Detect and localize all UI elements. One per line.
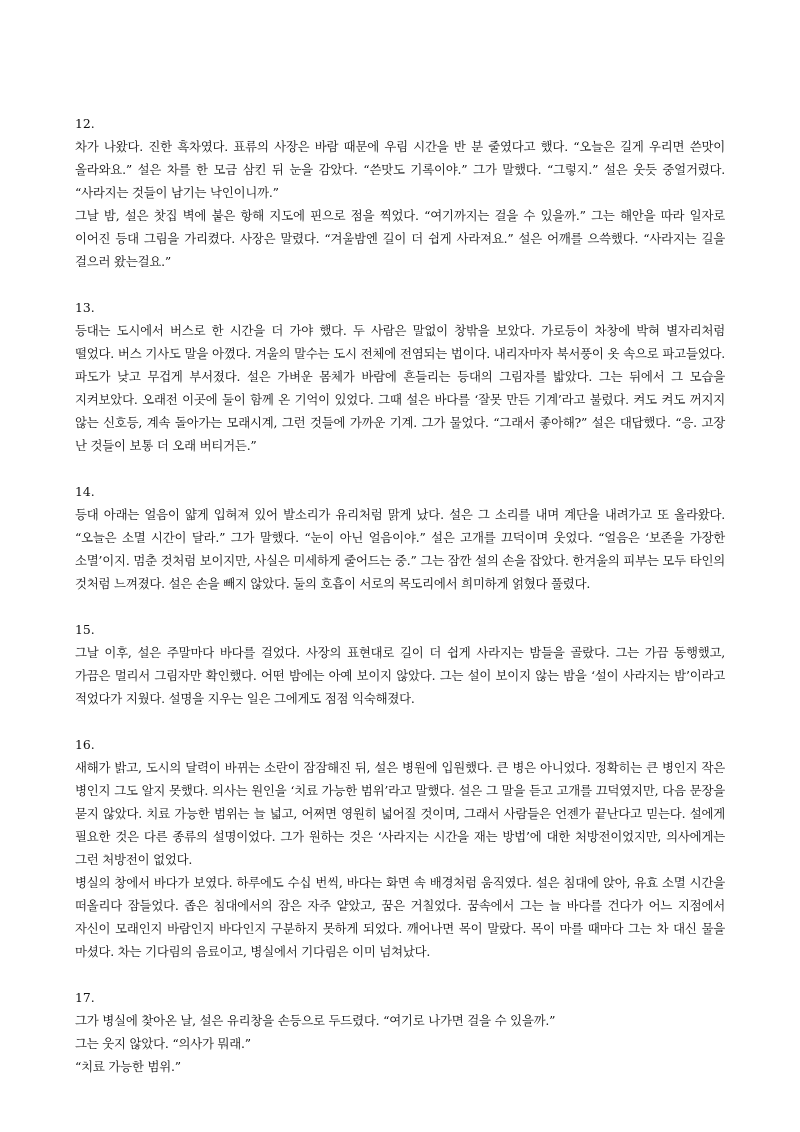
section-13: [75, 296, 725, 457]
paragraph: 그날 밤, 설은 찻집 벽에 붙은 항해 지도에 핀으로 점을 찍었다. “여기까지는 걸을 수 있을까.” 그는 해안을 따라 일자로 이어진 등대 그림을 가리켰다. 사장은 말렸다. “겨울밤엔 길이 더 쉽게 사라져요.” 설은 어깨를 으쓱했다. “사라지는 길을 걸으러 왔는걸요.”: [75, 208, 725, 269]
paragraph: “치료 가능한 범위.”: [75, 1059, 181, 1074]
section-number: 17.: [75, 990, 95, 1005]
paragraph: 병실의 창에서 바다가 보였다. 하루에도 수십 번씩, 바다는 화면 속 배경처럼 움직였다. 설은 침대에 앉아, 유효 소멸 시간을 떠올리다 잠들었다. 좁은 침대에서의 잠은 자주 얕았고, 꿈은 거칠었다. 꿈속에서 그는 늘 바다를 건다가 어느 지점에서 자신이 모래인지 바람인지 바다인지 구분하지 못하게 되었다. 깨어나면 목이 말랐다. 목이 마를 때마다 그는 차 대신 물을 마셨다. 차는 기다림의 음료이고, 병실에서 기다림은 이미 넘쳐났다.: [75, 875, 725, 959]
section-number: 14.: [75, 484, 95, 499]
section-number: 15.: [75, 622, 95, 637]
paragraph: 등대는 도시에서 버스로 한 시간을 더 가야 했다. 두 사람은 말없이 창밖을 보았다. 가로등이 차창에 박혀 별자리처럼 떨었다. 버스 기사도 말을 아꼈다. 겨울의 말수는 도시 전체에 전염되는 법이다. 내리자마자 북서풍이 옷 속으로 파고들었다. 파도가 낮고 무겁게 부서졌다. 설은 가벼운 몸체가 바람에 흔들리는 등대의 그림자를 밟았다. 그는 뒤에서 그 모습을 지켜보았다. 오래전 이곳에 둘이 함께 온 기억이 있었다. 그때 설은 바다를 ‘잘못 만든 기계’라고 불렀다. 켜도 켜도 꺼지지 않는 신호등, 계속 돌아가는 모래시계, 그런 것들에 가까운 기계. 그가 물었다. “그래서 좋아해?” 설은 대답했다. “응. 고장 난 것들이 보통 더 오래 버티거든.”: [75, 323, 725, 453]
paragraph: 그가 병실에 찾아온 날, 설은 유리창을 손등으로 두드렸다. “여기로 나가면 걸을 수 있을까.”: [75, 1013, 556, 1028]
section-number: 16.: [75, 737, 95, 752]
section-17: [75, 986, 725, 1078]
section-16: [75, 733, 725, 963]
section-12: [75, 112, 725, 273]
section-number: 13.: [75, 300, 95, 315]
paragraph: 차가 나왔다. 진한 흑차였다. 표류의 사장은 바람 때문에 우림 시간을 반 분 줄였다고 했다. “오늘은 길게 우리면 쓴맛이 올라와요.” 설은 차를 한 모금 삼킨 뒤 눈을 감았다. “쓴맛도 기록이야.” 그가 말했다. “그렇지.” 설은 웃듯 중얼거렸다. “사라지는 것들이 남기는 낙인이니까.”: [75, 139, 725, 200]
section-15: [75, 618, 725, 710]
section-14: [75, 480, 725, 595]
section-number: 12.: [75, 116, 95, 131]
document-page: [75, 112, 725, 1101]
paragraph: 등대 아래는 얼음이 얇게 입혀져 있어 발소리가 유리처럼 맑게 났다. 설은 그 소리를 내며 계단을 내려가고 또 올라왔다. “오늘은 소멸 시간이 달라.” 그가 말했다. “눈이 아닌 얼음이야.” 설은 고개를 끄덕이며 웃었다. “얼음은 ‘보존을 가장한 소멸’이지. 멈춘 것처럼 보이지만, 사실은 미세하게 줄어드는 중.” 그는 잠깐 설의 손을 잡았다. 한겨울의 피부는 모두 타인의 것처럼 느껴졌다. 설은 손을 빼지 않았다. 둘의 호흡이 서로의 목도리에서 희미하게 얽혔다 풀렸다.: [75, 507, 725, 591]
paragraph: 그날 이후, 설은 주말마다 바다를 걸었다. 사장의 표현대로 길이 더 쉽게 사라지는 밤들을 골랐다. 그는 가끔 동행했고, 가끔은 멀리서 그림자만 확인했다. 어떤 밤에는 아예 보이지 않았다. 그는 설이 보이지 않는 밤을 ‘설이 사라지는 밤’이라고 적었다가 지웠다. 설명을 지우는 일은 그에게도 점점 익숙해졌다.: [75, 645, 725, 706]
paragraph: 그는 웃지 않았다. “의사가 뭐래.”: [75, 1036, 251, 1051]
paragraph: 새해가 밝고, 도시의 달력이 바뀌는 소란이 잠잠해진 뒤, 설은 병원에 입원했다. 큰 병은 아니었다. 정확히는 큰 병인지 작은 병인지 그도 알지 못했다. 의사는 원인을 ‘치료 가능한 범위’라고 말했다. 설은 그 말을 듣고 고개를 끄덕였지만, 다음 문장을 묻지 않았다. 치료 가능한 범위는 늘 넓고, 어쩌면 영원히 넓어질 것이며, 그래서 사람들은 언젠가 끝난다고 믿는다. 설에게 필요한 것은 다른 종류의 설명이었다. 그가 원하는 것은 ‘사라지는 시간을 재는 방법’에 대한 처방전이었지만, 의사에게는 그런 처방전이 없었다.: [75, 760, 725, 867]
